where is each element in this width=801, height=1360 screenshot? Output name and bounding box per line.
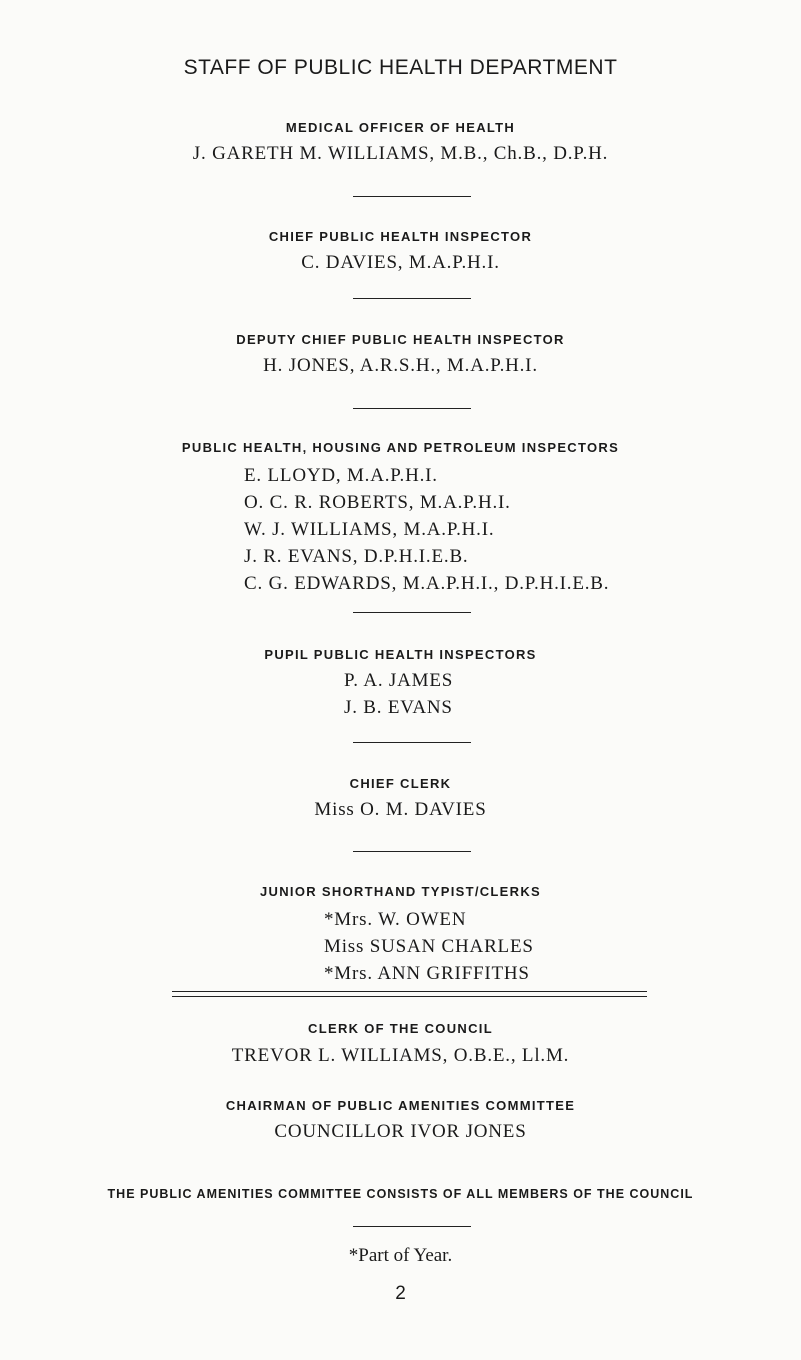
section-heading-clerk-of-council: CLERK OF THE COUNCIL [308,1021,493,1036]
section-heading-medical-officer: MEDICAL OFFICER OF HEALTH [285,120,516,135]
staff-name: E. LLOYD, M.A.P.H.I. [244,465,438,486]
double-divider [172,991,647,997]
staff-name: J. GARETH M. WILLIAMS, M.B., Ch.B., D.P.H. [192,143,609,164]
divider [353,408,471,409]
committee-note: THE PUBLIC AMENITIES COMMITTEE CONSISTS OF ALL MEMBERS OF THE COUNCIL [107,1187,694,1201]
staff-name: *Mrs. ANN GRIFFITHS [324,963,530,984]
section-heading-typist-clerks: JUNIOR SHORTHAND TYPIST/CLERKS [260,884,541,899]
page-number: 2 [395,1283,406,1304]
divider [353,851,471,852]
section-heading-pupil-inspectors: PUPIL PUBLIC HEALTH INSPECTORS [264,647,537,662]
staff-name: TREVOR L. WILLIAMS, O.B.E., Ll.M. [231,1045,570,1066]
section-heading-inspectors: PUBLIC HEALTH, HOUSING AND PETROLEUM INSPECTORS [181,440,620,455]
staff-name: Miss O. M. DAVIES [314,799,487,820]
staff-name: Miss SUSAN CHARLES [324,936,534,957]
staff-name: C. DAVIES, M.A.P.H.I. [301,252,500,273]
section-heading-chairman: CHAIRMAN OF PUBLIC AMENITIES COMMITTEE [225,1098,576,1113]
staff-name: C. G. EDWARDS, M.A.P.H.I., D.P.H.I.E.B. [244,573,610,594]
divider [353,298,471,299]
divider [353,196,471,197]
staff-name: O. C. R. ROBERTS, M.A.P.H.I. [244,492,511,513]
divider [353,1226,471,1227]
section-heading-chief-clerk: CHIEF CLERK [349,776,452,791]
staff-name: J. R. EVANS, D.P.H.I.E.B. [244,546,469,567]
staff-name: J. B. EVANS [344,697,453,718]
section-heading-chief-inspector: CHIEF PUBLIC HEALTH INSPECTOR [268,229,533,244]
staff-name: W. J. WILLIAMS, M.A.P.H.I. [244,519,495,540]
divider [353,742,471,743]
staff-name: P. A. JAMES [344,670,454,691]
pupil-inspectors-list [344,667,453,721]
inspectors-list [244,462,609,597]
section-heading-deputy-chief: DEPUTY CHIEF PUBLIC HEALTH INSPECTOR [236,332,565,347]
footnote: *Part of Year. [348,1245,453,1266]
staff-name: *Mrs. W. OWEN [324,909,467,930]
staff-name: COUNCILLOR IVOR JONES [274,1121,527,1142]
page-title: STAFF OF PUBLIC HEALTH DEPARTMENT [183,56,618,79]
divider [353,612,471,613]
staff-name: H. JONES, A.R.S.H., M.A.P.H.I. [263,355,538,376]
typist-clerks-list [324,906,534,987]
